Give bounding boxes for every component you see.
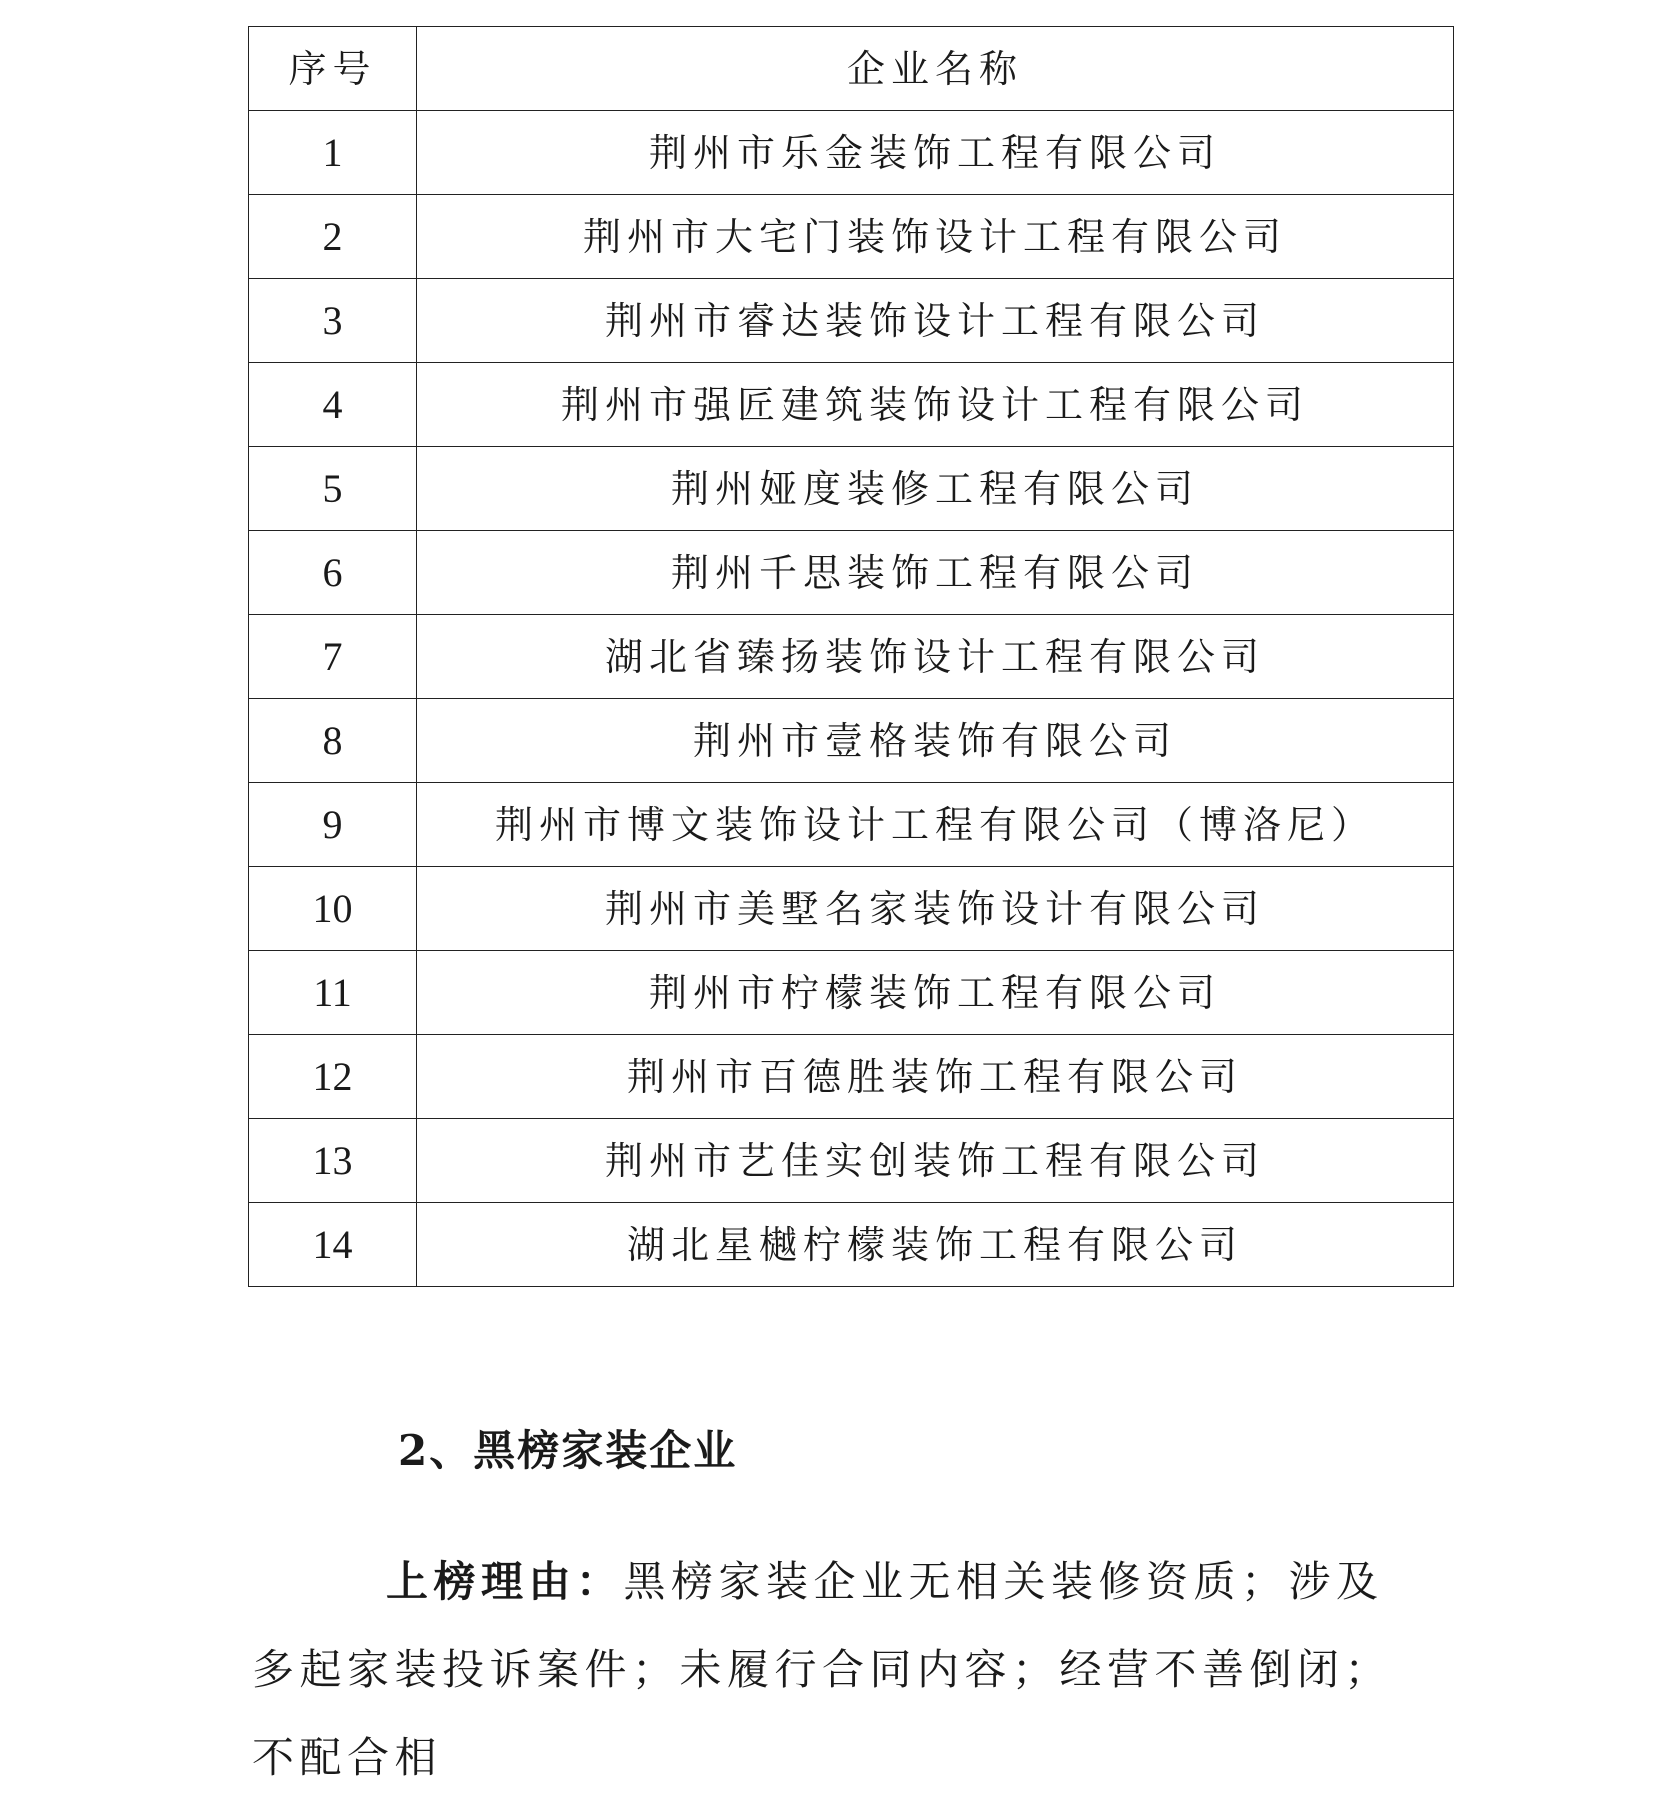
row-index: 5 — [249, 447, 417, 531]
row-index: 2 — [249, 195, 417, 279]
table-body — [249, 111, 1454, 1287]
row-index: 11 — [249, 951, 417, 1035]
row-company-name: 湖北星樾柠檬装饰工程有限公司 — [417, 1203, 1454, 1287]
row-index: 7 — [249, 615, 417, 699]
row-company-name: 荆州市艺佳实创装饰工程有限公司 — [417, 1119, 1454, 1203]
row-company-name: 湖北省臻扬装饰设计工程有限公司 — [417, 615, 1454, 699]
table-row — [249, 1035, 1454, 1119]
company-table — [248, 26, 1454, 1287]
table-row — [249, 531, 1454, 615]
reason-text: 黑榜家装企业无相关装修资质；涉及多起家装投诉案件；未履行合同内容；经营不善倒闭；不配合相 — [252, 1557, 1393, 1782]
row-company-name: 荆州市乐金装饰工程有限公司 — [417, 111, 1454, 195]
row-company-name: 荆州市壹格装饰有限公司 — [417, 699, 1454, 783]
row-index: 1 — [249, 111, 417, 195]
header-company-name: 企业名称 — [417, 27, 1454, 111]
row-company-name: 荆州市博文装饰设计工程有限公司（博洛尼） — [417, 783, 1454, 867]
table-row — [249, 447, 1454, 531]
row-index: 3 — [249, 279, 417, 363]
row-index: 4 — [249, 363, 417, 447]
table-row — [249, 111, 1454, 195]
section-title: 2、黑榜家装企业 — [398, 1426, 738, 1475]
table-row — [249, 363, 1454, 447]
table-row — [249, 951, 1454, 1035]
row-index: 9 — [249, 783, 417, 867]
row-company-name: 荆州千思装饰工程有限公司 — [417, 531, 1454, 615]
row-company-name: 荆州市百德胜装饰工程有限公司 — [417, 1035, 1454, 1119]
row-company-name: 荆州市柠檬装饰工程有限公司 — [417, 951, 1454, 1035]
row-company-name: 荆州娅度装修工程有限公司 — [417, 447, 1454, 531]
table-row — [249, 783, 1454, 867]
row-company-name: 荆州市睿达装饰设计工程有限公司 — [417, 279, 1454, 363]
table-row — [249, 1203, 1454, 1287]
table-row — [249, 615, 1454, 699]
row-company-name: 荆州市大宅门装饰设计工程有限公司 — [417, 195, 1454, 279]
row-index: 13 — [249, 1119, 417, 1203]
table-row — [249, 195, 1454, 279]
reason-paragraph — [252, 1538, 1412, 1802]
table-row — [249, 867, 1454, 951]
row-index: 6 — [249, 531, 417, 615]
table-row — [249, 699, 1454, 783]
table-row — [249, 279, 1454, 363]
row-index: 10 — [249, 867, 417, 951]
row-index: 8 — [249, 699, 417, 783]
reason-label: 上榜理由： — [386, 1557, 624, 1606]
row-company-name: 荆州市强匠建筑装饰设计工程有限公司 — [417, 363, 1454, 447]
table-row — [249, 1119, 1454, 1203]
row-index: 12 — [249, 1035, 417, 1119]
row-company-name: 荆州市美墅名家装饰设计有限公司 — [417, 867, 1454, 951]
header-index: 序号 — [249, 27, 417, 111]
table-header-row — [249, 27, 1454, 111]
row-index: 14 — [249, 1203, 417, 1287]
